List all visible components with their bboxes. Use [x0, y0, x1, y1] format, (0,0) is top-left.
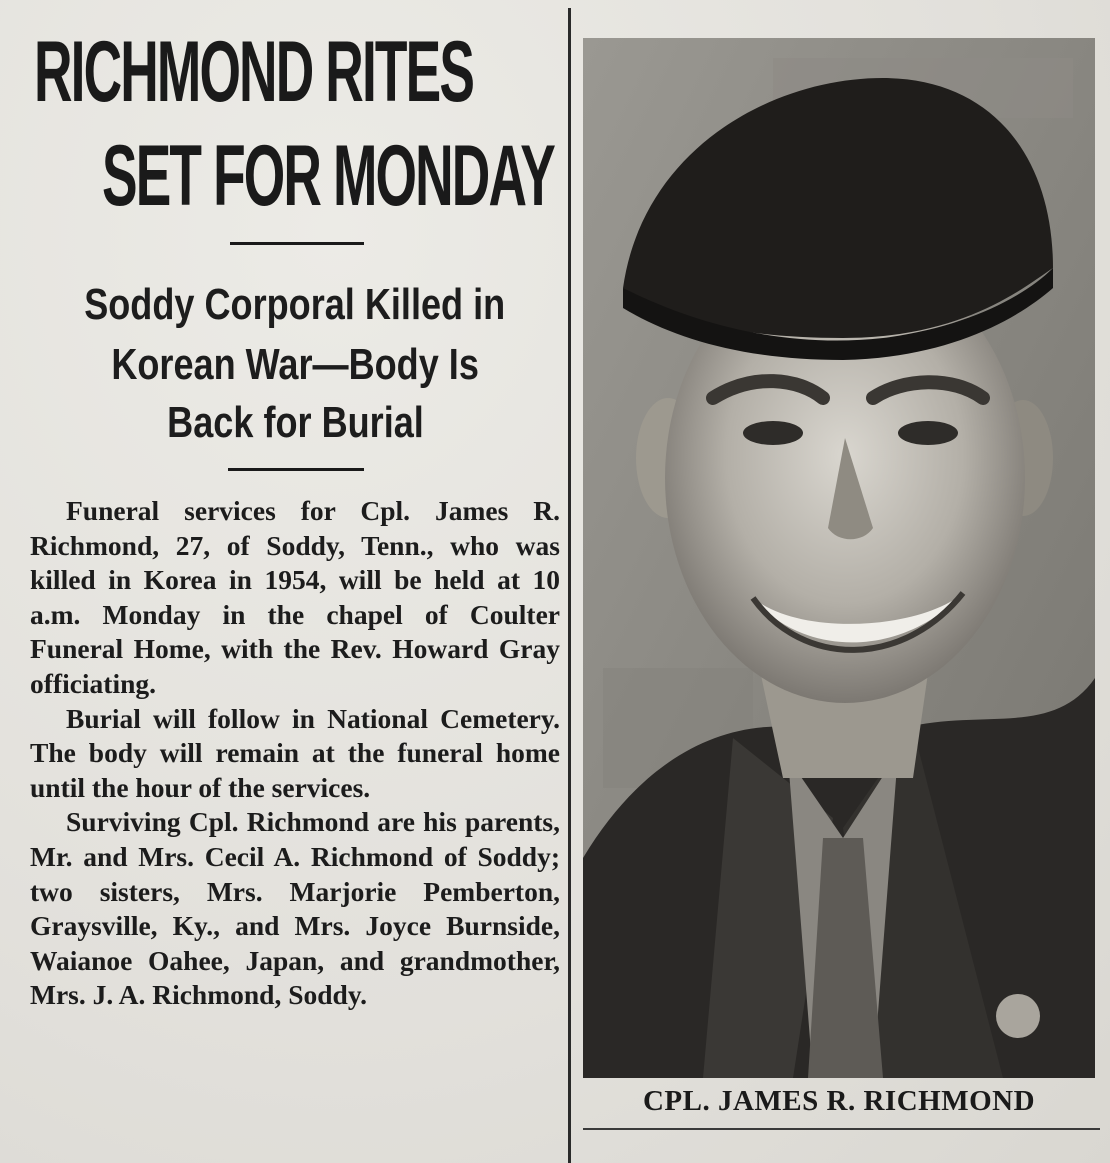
deck-line-3-text: Back for Burial: [166, 398, 424, 447]
headline-line-2: SET FOR MONDAY: [102, 128, 554, 224]
column-divider: [568, 8, 571, 1163]
article-paragraph-2: Burial will follow in National Cemetery. The body will remain at the funeral home until the hour of the services.: [30, 702, 560, 803]
deck-line-2: [30, 336, 560, 394]
deck-line-2-text: Korean War—Body Is: [111, 340, 479, 389]
deck-line-3: [30, 394, 560, 452]
caption-rule: [583, 1128, 1100, 1130]
article-body: [30, 494, 560, 1013]
deck-divider: [228, 468, 364, 471]
article-paragraph-3: Surviving Cpl. Richmond are his parents, Mr. and Mrs. Cecil A. Richmond of Soddy; two sisters, Mrs. Marjorie Pemberton, Graysville, Ky., and Mrs. Joyce Burnside, Waianoe Oahee, Japan, and grandmother, Mrs. J. A. Richmond, Soddy.: [30, 806, 560, 1011]
portrait-photo: [583, 38, 1095, 1078]
article-column: [30, 18, 560, 1158]
photo-caption: CPL. JAMES R. RICHMOND: [642, 1085, 1036, 1117]
deck-line-1: [30, 276, 560, 334]
portrait-photo-icon: [583, 38, 1095, 1078]
headline-divider: [230, 242, 364, 245]
deck-line-1-text: Soddy Corporal Killed in: [84, 280, 506, 329]
article-paragraph-1: Funeral services for Cpl. James R. Richmond, 27, of Soddy, Tenn., who was killed in Korea in 1954, will be held at 10 a.m. Monday in the chapel of Coulter Funeral Home, with the Rev. Howard Gray officiating.: [30, 495, 560, 699]
headline-line-1: RICHMOND RITES: [34, 24, 474, 120]
